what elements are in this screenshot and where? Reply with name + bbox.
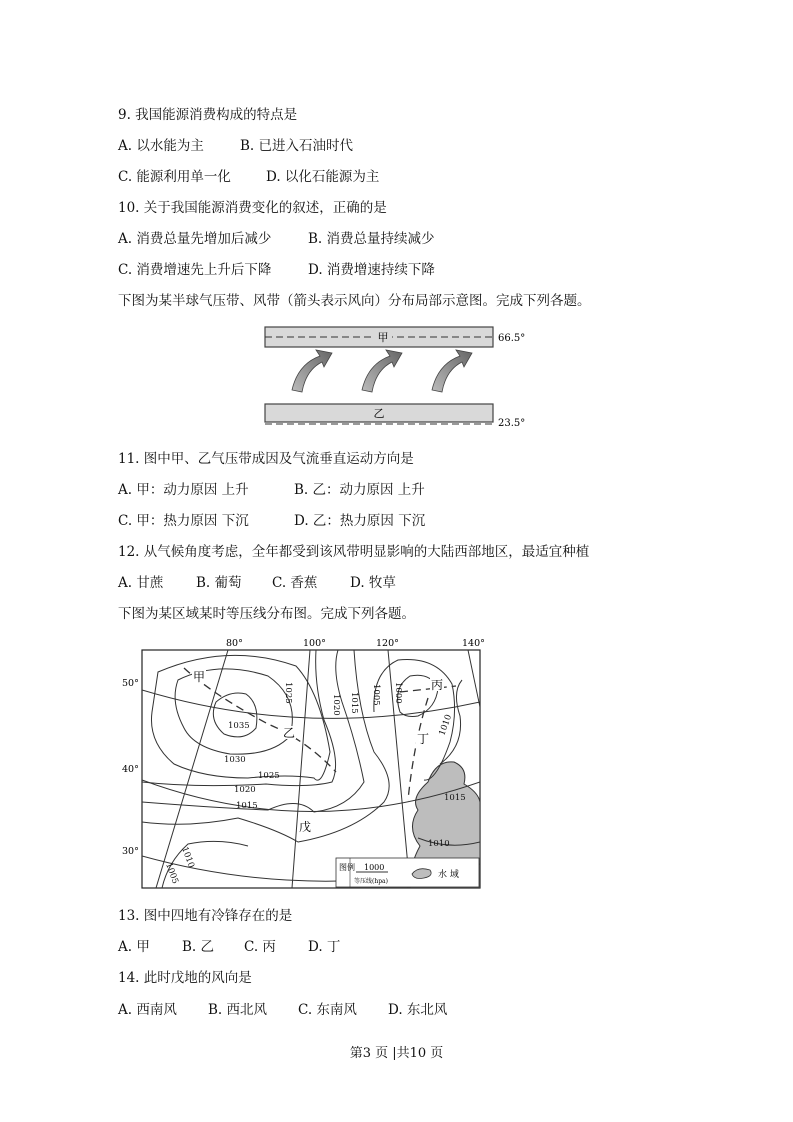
legend-title: 图例 [339, 863, 355, 872]
longitude-label: 140° [462, 638, 485, 649]
wind-arrow-icon [432, 350, 472, 392]
place-wu: 戊 [299, 820, 312, 834]
wind-arrow-icon [292, 350, 332, 392]
place-bing: 丙 [431, 678, 444, 692]
isobar-label: 1035 [228, 721, 250, 731]
isobar-label: 1015 [444, 793, 466, 803]
intro-figure2: 下图为某区域某时等压线分布图。完成下列各题。 [118, 606, 415, 622]
q11-option-d: D. 乙：热力原因 下沉 [294, 513, 426, 529]
q14-stem: 14. 此时戊地的风向是 [118, 970, 252, 986]
q9-option-c: C. 能源利用单一化 [118, 169, 231, 185]
q13-option-b: B. 乙 [182, 939, 215, 955]
q13-option-a: A. 甲 [118, 939, 150, 955]
q10-option-c: C. 消费增速先上升后下降 [118, 262, 272, 278]
legend-water-label: 水 域 [438, 870, 459, 880]
place-ding: 丁 [417, 732, 430, 746]
q14-option-a: A. 西南风 [118, 1002, 177, 1018]
place-yi: 乙 [283, 726, 296, 740]
q12-option-d: D. 牧草 [350, 575, 396, 591]
q9-option-d: D. 以化石能源为主 [266, 169, 380, 185]
q12-stem: 12. 从气候角度考虑，全年都受到该风带明显影响的大陆西部地区，最适宜种植 [118, 544, 590, 560]
belt-label-yi: 乙 [373, 407, 385, 420]
legend-isobar-unit: 等压线(hpa) [354, 878, 388, 885]
place-jia: 甲 [193, 670, 206, 684]
q13-option-c: C. 丙 [244, 939, 276, 955]
legend-isobar-value: 1000 [364, 863, 385, 872]
latitude-label-66: 66.5° [498, 333, 526, 344]
q10-option-d: D. 消费增速持续下降 [308, 262, 435, 278]
q9-stem: 9. 我国能源消费构成的特点是 [118, 107, 298, 123]
latitude-label: 30° [122, 846, 139, 857]
latitude-label-23: 23.5° [498, 418, 526, 429]
q12-option-c: C. 香蕉 [272, 575, 318, 591]
isobar-map [118, 632, 488, 894]
q14-option-c: C. 东南风 [298, 1002, 357, 1018]
isobar-label: 1025 [283, 682, 293, 704]
longitude-label: 100° [303, 638, 326, 649]
isobar-label: 1020 [234, 785, 256, 795]
isobar-label: 1030 [224, 755, 246, 765]
isobar-label: 1015 [349, 692, 359, 714]
latitude-label: 50° [122, 678, 139, 689]
intro-figure1: 下图为某半球气压带、风带（箭头表示风向）分布局部示意图。完成下列各题。 [118, 293, 591, 309]
q10-stem: 10. 关于我国能源消费变化的叙述，正确的是 [118, 200, 387, 216]
page-footer: 第3 页 |共10 页 [349, 1046, 444, 1061]
wind-arrow-icon [362, 350, 402, 392]
q12-option-b: B. 葡萄 [196, 575, 242, 591]
latitude-label: 40° [122, 764, 139, 775]
q13-option-d: D. 丁 [308, 939, 341, 955]
q10-option-b: B. 消费总量持续减少 [308, 231, 435, 247]
isobar-label: 1010 [179, 845, 196, 870]
q11-stem: 11. 图中甲、乙气压带成因及气流垂直运动方向是 [118, 451, 414, 467]
pressure-belt-figure [262, 322, 532, 434]
q10-option-a: A. 消费总量先增加后减少 [118, 231, 272, 247]
q9-option-a: A. 以水能为主 [118, 138, 204, 154]
q11-option-c: C. 甲：热力原因 下沉 [118, 513, 249, 529]
q11-option-a: A. 甲：动力原因 上升 [118, 482, 249, 498]
isobar-label: 1000 [393, 682, 403, 704]
isobar-label: 1005 [371, 684, 381, 706]
longitude-label: 120° [376, 638, 399, 649]
q12-option-a: A. 甘蔗 [118, 575, 164, 591]
q14-option-b: B. 西北风 [208, 1002, 268, 1018]
isobar-label: 1010 [437, 713, 455, 738]
q11-option-b: B. 乙：动力原因 上升 [294, 482, 425, 498]
isobar-label: 1015 [236, 801, 258, 811]
isobar-label: 1010 [428, 839, 450, 849]
isobar-label: 1025 [258, 771, 280, 781]
q13-stem: 13. 图中四地有冷锋存在的是 [118, 908, 293, 924]
belt-label-jia: 甲 [377, 331, 389, 344]
longitude-label: 80° [226, 638, 243, 649]
q14-option-d: D. 东北风 [388, 1002, 448, 1018]
q9-option-b: B. 已进入石油时代 [240, 138, 354, 154]
isobar-label: 1020 [331, 694, 341, 716]
isobar-label: 1005 [163, 861, 180, 886]
